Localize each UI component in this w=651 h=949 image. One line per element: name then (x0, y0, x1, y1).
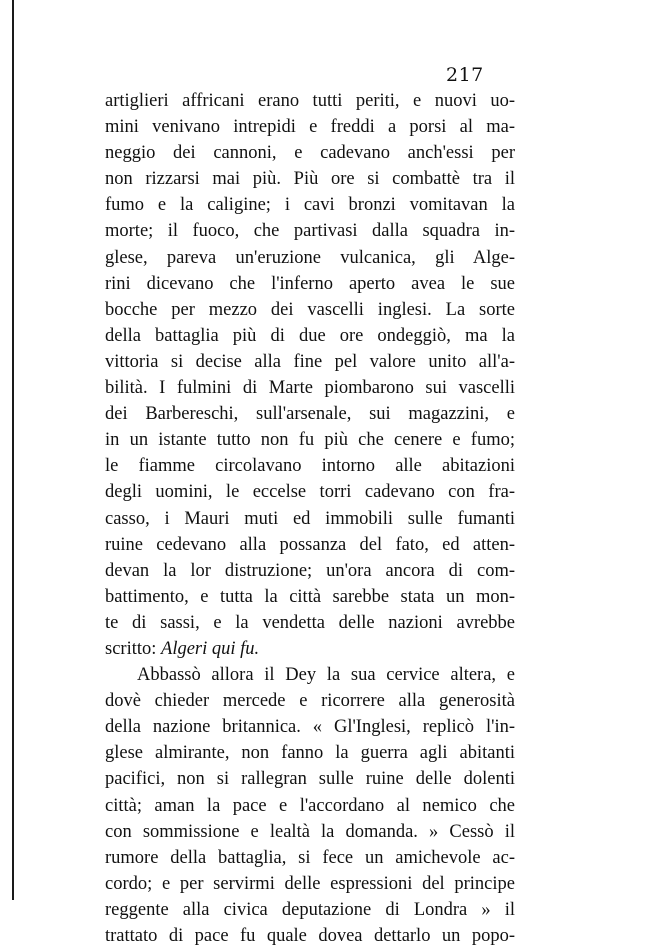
text-line: città; aman la pace e l'accordano al nemico che (105, 795, 515, 816)
text-line: glese, pareva un'eruzione vulcanica, gli Alge- (105, 247, 515, 268)
closing-prefix: scritto: (105, 638, 162, 659)
paragraph-closing-line (105, 636, 515, 662)
text-line: battimento, e tutta la città sarebbe stata un mon- (105, 586, 515, 607)
text-line: te di sassi, e la vendetta delle nazioni avrebbe (105, 612, 515, 633)
text-line: neggio dei cannoni, e cadevano anch'essi per (105, 143, 515, 164)
text-line: in un istante tutto non fu più che cenere e fumo; (105, 430, 515, 451)
text-line: ruine cedevano alla possanza del fato, ed atten- (105, 534, 515, 555)
text-line: vittoria si decise alla fine pel valore unito all'a- (105, 351, 515, 372)
text-line: trattato di pace fu quale dovea dettarlo un popo- (105, 926, 515, 946)
text-line: non rizzarsi mai più. Più ore si combattè tra il (105, 169, 515, 190)
text-line: bilità. I fulmini di Marte piombarono sui vascelli (105, 378, 515, 399)
text-line: le fiamme circolavano intorno alle abitazioni (105, 456, 515, 477)
text-line: della nazione britannica. « Gl'Inglesi, replicò l'in- (105, 717, 515, 738)
page-number: 217 (446, 64, 484, 86)
text-line: artiglieri affricani erano tutti periti, e nuovi uo- (105, 91, 515, 111)
text-line: devan la lor distruzione; un'ora ancora di com- (105, 560, 515, 581)
text-line: glese almirante, non fanno la guerra agli abitanti (105, 743, 515, 764)
text-line: dei Barbereschi, sull'arsenale, sui magazzini, e (105, 404, 515, 425)
text-line: rini dicevano che l'inferno aperto avea le sue (105, 273, 515, 294)
text-line: mini venivano intrepidi e freddi a porsi al ma- (105, 117, 515, 138)
page-edge-rule (12, 0, 14, 900)
text-line: cordo; e per servirmi delle espressioni del principe (105, 873, 515, 894)
text-line: fumo e la caligine; i cavi bronzi vomitavan la (105, 195, 515, 216)
text-line: morte; il fuoco, che partivasi dalla squadra in- (105, 221, 515, 242)
italic-quote: Algeri qui fu. (161, 638, 260, 659)
text-line: reggente alla civica deputazione di Londra » il (105, 899, 515, 920)
text-line: casso, i Mauri muti ed immobili sulle fumanti (105, 508, 515, 529)
text-line: con sommissione e lealtà la domanda. » Cessò il (105, 821, 515, 842)
text-line: bocche per mezzo dei vascelli inglesi. La sorte (105, 299, 515, 320)
text-line: dovè chieder mercede e ricorrere alla generosità (105, 691, 515, 712)
text-line: Abbassò allora il Dey la sua cervice altera, e (137, 665, 515, 686)
text-line: pacifici, non si rallegran sulle ruine delle dolenti (105, 769, 515, 790)
text-line: degli uomini, le eccelse torri cadevano con fra- (105, 482, 515, 503)
body-text (105, 88, 515, 949)
text-line: rumore della battaglia, si fece un amichevole ac- (105, 847, 515, 868)
text-line: della battaglia più di due ore ondeggiò, ma la (105, 325, 515, 346)
